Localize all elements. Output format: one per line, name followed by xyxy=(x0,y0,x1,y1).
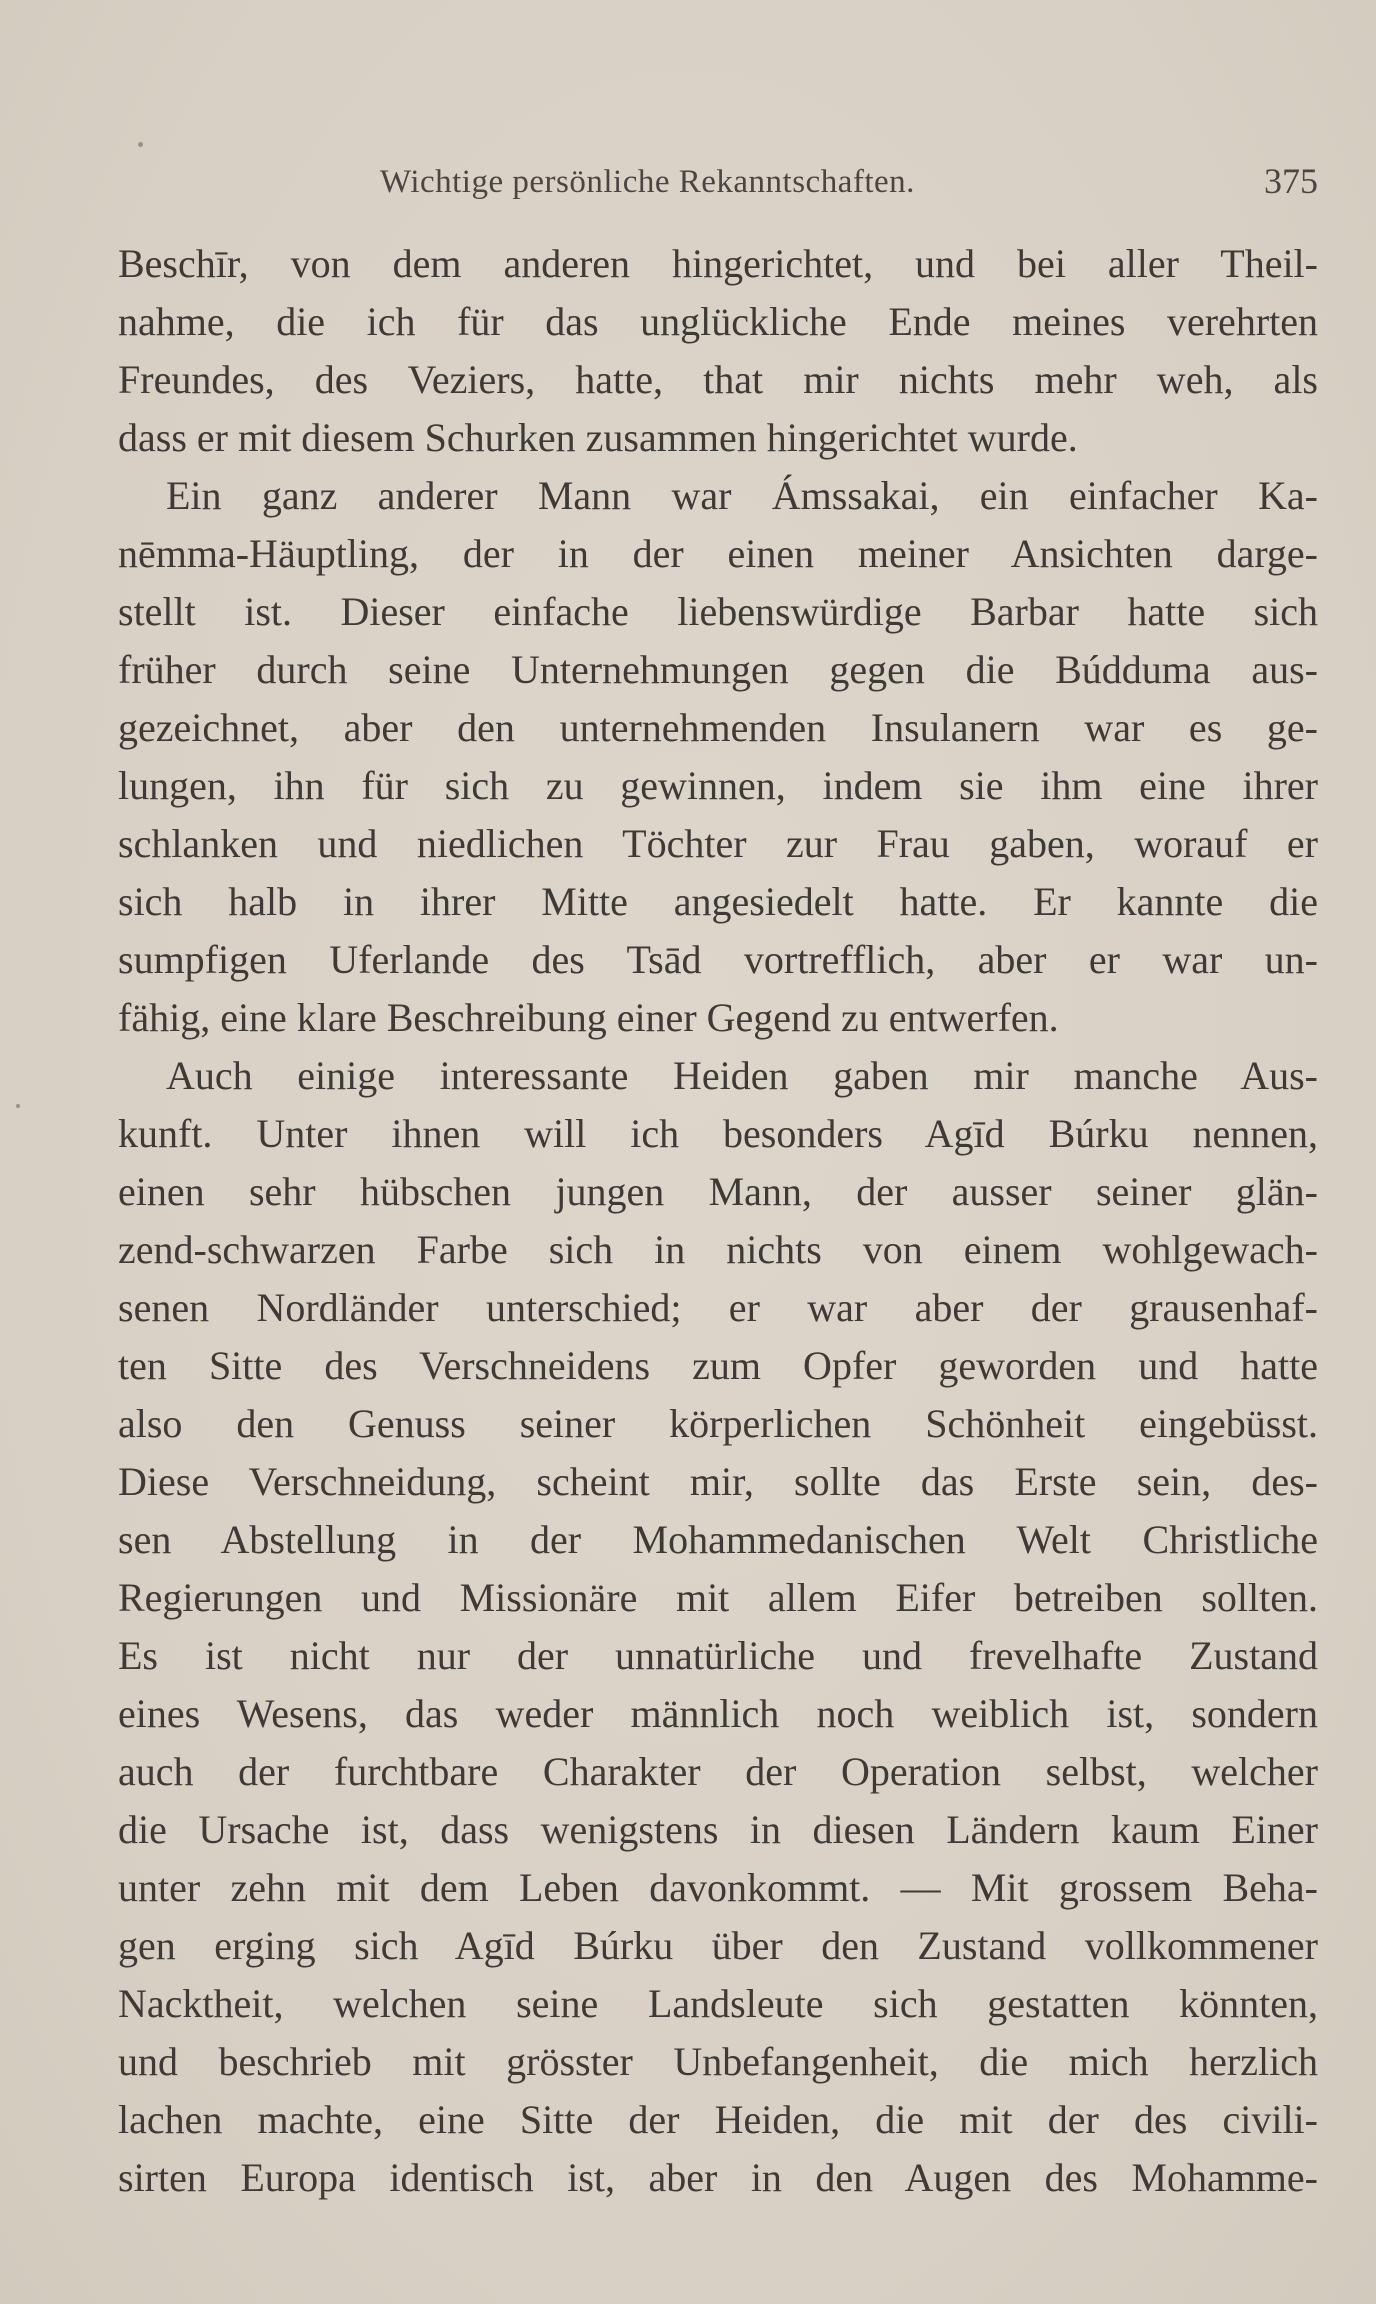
text-line: zend-schwarzen Farbe sich in nichts von einem wohlgewach- xyxy=(118,1227,1318,1272)
text-line: also den Genuss seiner körperlichen Schönheit eingebüsst. xyxy=(118,1401,1318,1446)
text-line: fähig, eine klare Beschreibung einer Gegend zu entwerfen. xyxy=(118,995,1059,1040)
body-text xyxy=(118,235,1318,2207)
text-line: nahme, die ich für das unglückliche Ende meines verehrten xyxy=(118,299,1318,344)
text-line: sirten Europa identisch ist, aber in den Augen des Mohamme- xyxy=(118,2155,1318,2200)
page-number: 375 xyxy=(1264,161,1318,201)
page-header xyxy=(118,160,1318,208)
text-line: sumpfigen Uferlande des Tsād vortrefflich, aber er war un- xyxy=(118,937,1318,982)
text-line: auch der furchtbare Charakter der Operation selbst, welcher xyxy=(118,1749,1318,1794)
text-line: und beschrieb mit grösster Unbefangenheit, die mich herzlich xyxy=(118,2039,1318,2084)
text-line: gezeichnet, aber den unternehmenden Insulanern war es ge- xyxy=(118,705,1318,750)
text-line: sich halb in ihrer Mitte angesiedelt hatte. Er kannte die xyxy=(118,879,1318,924)
text-line: dass er mit diesem Schurken zusammen hingerichtet wurde. xyxy=(118,415,1078,460)
text-line: Diese Verschneidung, scheint mir, sollte das Erste sein, des- xyxy=(118,1459,1318,1504)
text-line: ten Sitte des Verschneidens zum Opfer geworden und hatte xyxy=(118,1343,1318,1388)
ink-speck xyxy=(16,1104,20,1108)
text-line: lungen, ihn für sich zu gewinnen, indem sie ihm eine ihrer xyxy=(118,763,1318,808)
text-line: kunft. Unter ihnen will ich besonders Agīd Búrku nennen, xyxy=(118,1111,1318,1156)
text-line: früher durch seine Unternehmungen gegen die Búdduma aus- xyxy=(118,647,1318,692)
text-line: nēmma-Häuptling, der in der einen meiner Ansichten darge- xyxy=(118,531,1318,576)
text-line: schlanken und niedlichen Töchter zur Frau gaben, worauf er xyxy=(118,821,1318,866)
text-line: gen erging sich Agīd Búrku über den Zustand vollkommener xyxy=(118,1923,1318,1968)
text-line: lachen machte, eine Sitte der Heiden, die mit der des civili- xyxy=(118,2097,1318,2142)
running-head: Wichtige persönliche Rekanntschaften. xyxy=(380,164,915,200)
text-line: Beschīr, von dem anderen hingerichtet, und bei aller Theil- xyxy=(118,241,1318,286)
text-line: sen Abstellung in der Mohammedanischen Welt Christliche xyxy=(118,1517,1318,1562)
text-line: eines Wesens, das weder männlich noch weiblich ist, sondern xyxy=(118,1691,1318,1736)
text-line: senen Nordländer unterschied; er war aber der grausenhaf- xyxy=(118,1285,1318,1330)
text-line: Ein ganz anderer Mann war Ámssakai, ein einfacher Ka- xyxy=(166,473,1318,518)
text-line: Freundes, des Veziers, hatte, that mir nichts mehr weh, als xyxy=(118,357,1318,402)
text-line: Auch einige interessante Heiden gaben mir manche Aus- xyxy=(166,1053,1318,1098)
text-line: Es ist nicht nur der unnatürliche und frevelhafte Zustand xyxy=(118,1633,1318,1678)
text-line: einen sehr hübschen jungen Mann, der ausser seiner glän- xyxy=(118,1169,1318,1214)
text-line: unter zehn mit dem Leben davonkommt. — Mit grossem Beha- xyxy=(118,1865,1318,1910)
ink-speck xyxy=(138,142,143,147)
text-line: die Ursache ist, dass wenigstens in diesen Ländern kaum Einer xyxy=(118,1807,1318,1852)
text-line: stellt ist. Dieser einfache liebenswürdige Barbar hatte sich xyxy=(118,589,1318,634)
text-line: Regierungen und Missionäre mit allem Eifer betreiben sollten. xyxy=(118,1575,1318,1620)
text-line: Nacktheit, welchen seine Landsleute sich gestatten könnten, xyxy=(118,1981,1318,2026)
